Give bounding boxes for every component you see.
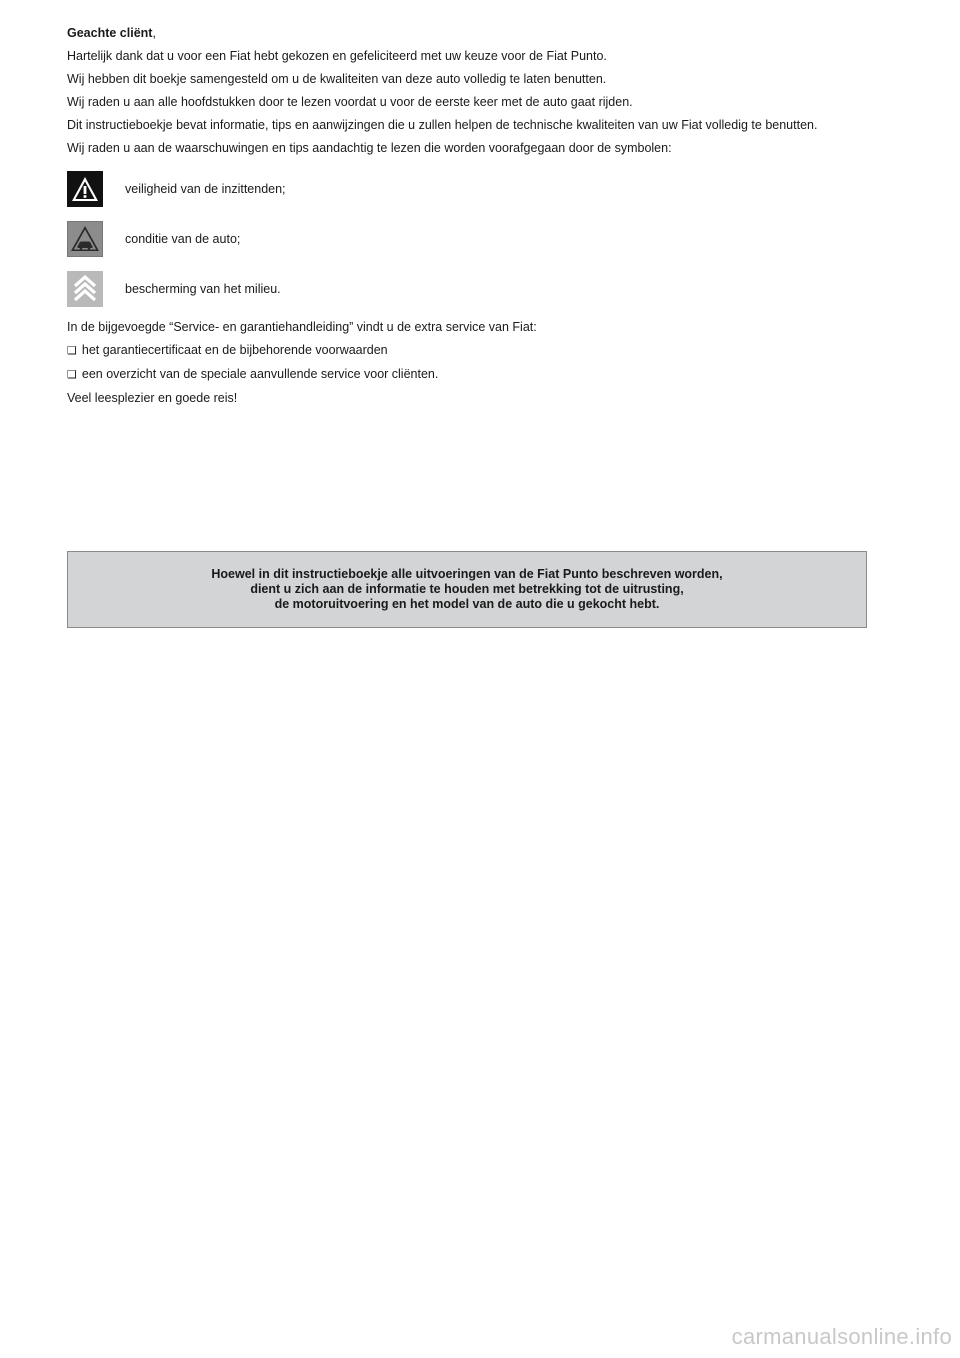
- symbol-row-car: [67, 220, 867, 257]
- notice-line: de motoruitvoering en het model van de auto die u gekocht hebt.: [274, 597, 660, 611]
- service-intro: In de bijgevoegde “Service- en garantiehandleiding” vindt u de extra service van Fiat:: [67, 320, 537, 334]
- paragraph-content: Dit instructieboekje bevat informatie, tips en aanwijzingen die u zullen helpen de technische kwaliteiten van uw Fiat volledig te benutten.: [67, 118, 818, 132]
- symbol-label-car: conditie van de auto;: [125, 231, 241, 246]
- car-condition-icon: [67, 221, 103, 257]
- notice-line: Hoewel in dit instructieboekje alle uitvoeringen van de Fiat Punto beschreven worden,: [211, 567, 723, 581]
- closing-line: Veel leesplezier en goede reis!: [67, 391, 238, 405]
- salutation: [67, 26, 867, 41]
- paragraph-purpose: Wij hebben dit boekje samengesteld om u de kwaliteiten van deze auto volledig te laten benutten.: [67, 72, 607, 86]
- symbol-row-safety: [67, 170, 867, 207]
- notice-line: dient u zich aan de informatie te houden met betrekking tot de uitrusting,: [250, 582, 684, 596]
- symbol-label-safety: veiligheid van de inzittenden;: [125, 181, 286, 196]
- salutation-suffix: ,: [152, 26, 156, 40]
- notice-box: [67, 551, 867, 628]
- paragraph-symbols-intro: Wij raden u aan de waarschuwingen en tips aandachtig te lezen die worden voorafgegaan door de symbolen:: [67, 141, 672, 155]
- symbol-legend: [67, 170, 867, 307]
- symbol-row-environment: [67, 270, 867, 307]
- salutation-bold: Geachte cliënt: [67, 26, 153, 40]
- symbol-label-environment: bescherming van het milieu.: [125, 281, 281, 296]
- environment-icon: [67, 271, 103, 307]
- paragraph-advice: Wij raden u aan alle hoofdstukken door te lezen voordat u voor de eerste keer met de auto gaat rijden.: [67, 95, 633, 109]
- warning-triangle-icon: [67, 171, 103, 207]
- paragraph-thanks: Hartelijk dank dat u voor een Fiat hebt gekozen en gefeliciteerd met uw keuze voor de Fiat Punto.: [67, 49, 607, 63]
- letter-page: [67, 26, 867, 414]
- service-item: ❏ het garantiecertificaat en de bijbehorende voorwaarden: [67, 343, 867, 359]
- watermark: carmanualsonline.info: [731, 1324, 952, 1349]
- service-item: ❏ een overzicht van de speciale aanvullende service voor cliënten.: [67, 367, 867, 383]
